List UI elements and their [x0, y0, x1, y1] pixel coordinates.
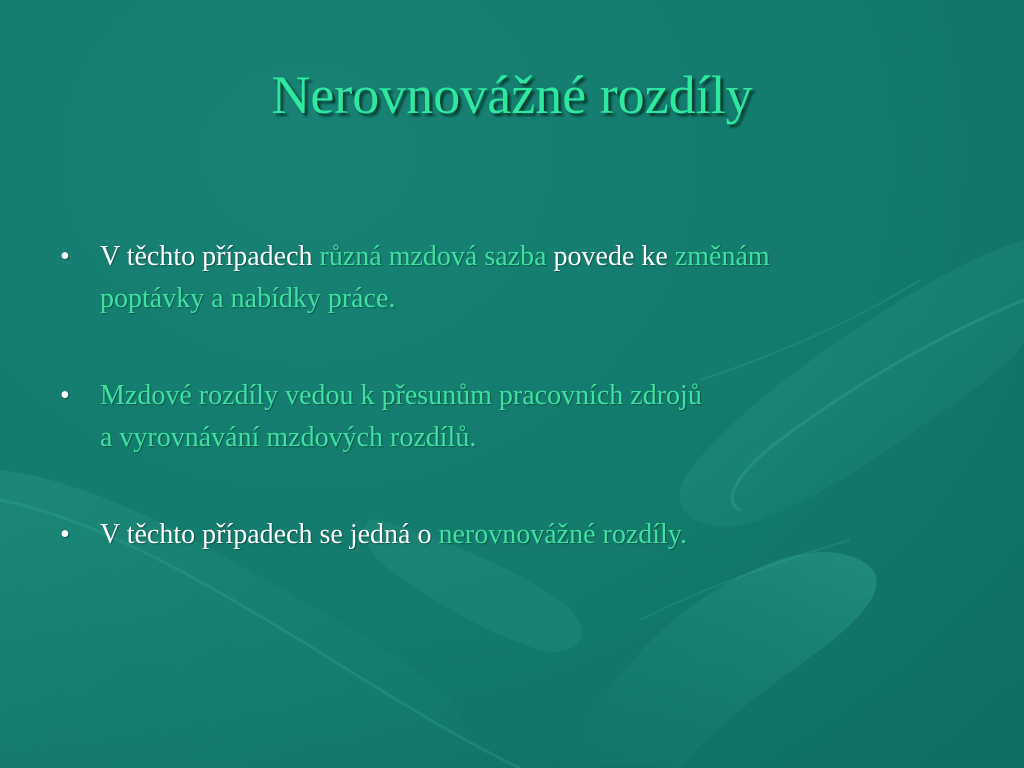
- bullet-item: [58, 375, 958, 459]
- bullet-symbol: •: [60, 380, 70, 411]
- bullet-highlight: změnám: [674, 241, 770, 272]
- bullet-text: V těchto případech se jedná o: [100, 519, 439, 550]
- bullet-highlight: nerovnovážné rozdíly.: [438, 519, 688, 550]
- slide-title: Nerovnovážné rozdíly: [271, 65, 753, 125]
- bullet-highlight: různá mzdová sazba: [319, 241, 547, 272]
- bullet-highlight: a vyrovnávání mzdových rozdílů.: [100, 422, 477, 453]
- bullet-text: V těchto případech: [100, 241, 320, 272]
- bullet-item: [58, 236, 958, 320]
- bullet-list: [58, 236, 958, 611]
- bullet-highlight: poptávky a nabídky práce.: [100, 283, 396, 314]
- bullet-item: [58, 514, 958, 556]
- bullet-symbol: •: [60, 519, 70, 550]
- bullet-symbol: •: [60, 241, 70, 272]
- bullet-highlight: Mzdové rozdíly vedou k přesunům pracovních zdrojů: [100, 380, 702, 411]
- bullet-text: povede ke: [546, 241, 675, 272]
